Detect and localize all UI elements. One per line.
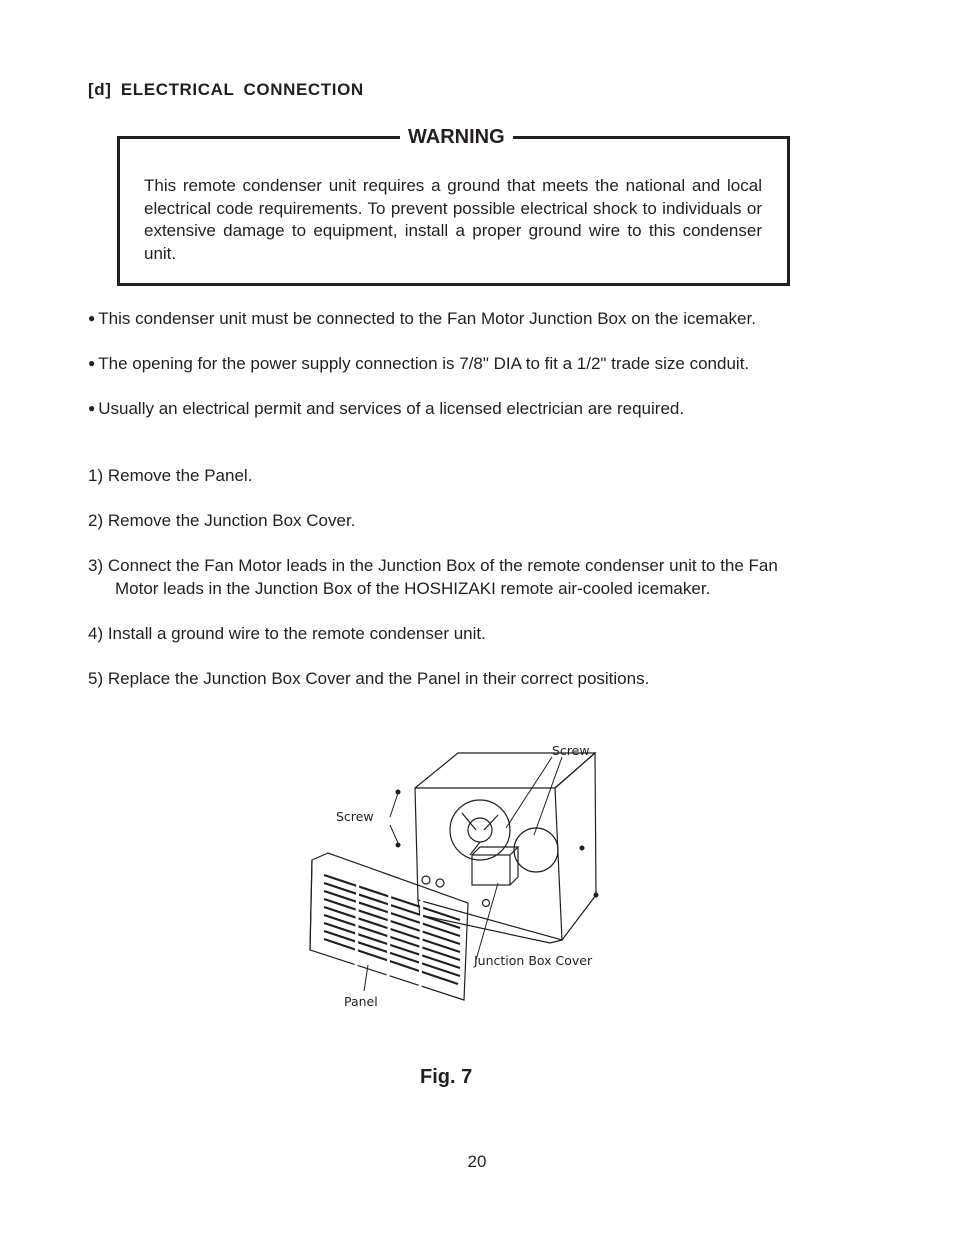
step-item: [88, 509, 828, 532]
step-text: 5) Replace the Junction Box Cover and the Panel in their correct positions.: [88, 669, 650, 688]
condenser-illustration: [300, 735, 620, 1015]
screw-left-label: Screw: [336, 809, 374, 824]
bullet-icon: ●: [88, 356, 96, 370]
step-item: [88, 622, 828, 645]
step-text: 2) Remove the Junction Box Cover.: [88, 511, 356, 530]
condenser-figure: [300, 735, 620, 1015]
bullet-icon: ●: [88, 311, 96, 325]
step-item: [88, 464, 828, 487]
junction-box-cover-label: Junction Box Cover: [474, 953, 593, 968]
bullet-item: [88, 308, 756, 353]
bullet-text: The opening for the power supply connection is 7/8" DIA to fit a 1/2" trade size conduit.: [98, 354, 750, 373]
warning-title: WARNING: [400, 125, 513, 149]
panel-label: Panel: [344, 994, 378, 1009]
step-text: 3) Connect the Fan Motor leads in the Junction Box of the remote condenser unit to the Fan: [88, 556, 778, 575]
warning-text: This remote condenser unit requires a ground that meets the national and local electrical code requirements. To prevent possible electrical shock to individuals or extensive damage to equipment, install a proper ground wire to this condenser unit.: [144, 176, 762, 263]
step-list: [88, 464, 828, 712]
step-item: [88, 667, 828, 690]
bullet-item: [88, 398, 756, 443]
bullet-item: [88, 353, 756, 398]
bullet-icon: ●: [88, 401, 96, 415]
section-title: [d] ELECTRICAL CONNECTION: [88, 80, 364, 99]
step-item: [88, 554, 828, 600]
bullet-list: [88, 308, 756, 443]
step-text-continued: Motor leads in the Junction Box of the HOSHIZAKI remote air-cooled icemaker.: [115, 579, 711, 598]
bullet-text: Usually an electrical permit and services of a licensed electrician are required.: [98, 399, 685, 418]
screw-top-label: Screw: [552, 743, 590, 758]
step-text: 1) Remove the Panel.: [88, 466, 253, 485]
warning-box: [117, 126, 790, 286]
step-text: 4) Install a ground wire to the remote condenser unit.: [88, 624, 486, 643]
figure-caption: Fig. 7: [420, 1066, 473, 1088]
page-number: 20: [467, 1152, 487, 1171]
bullet-text: This condenser unit must be connected to the Fan Motor Junction Box on the icemaker.: [98, 309, 756, 328]
